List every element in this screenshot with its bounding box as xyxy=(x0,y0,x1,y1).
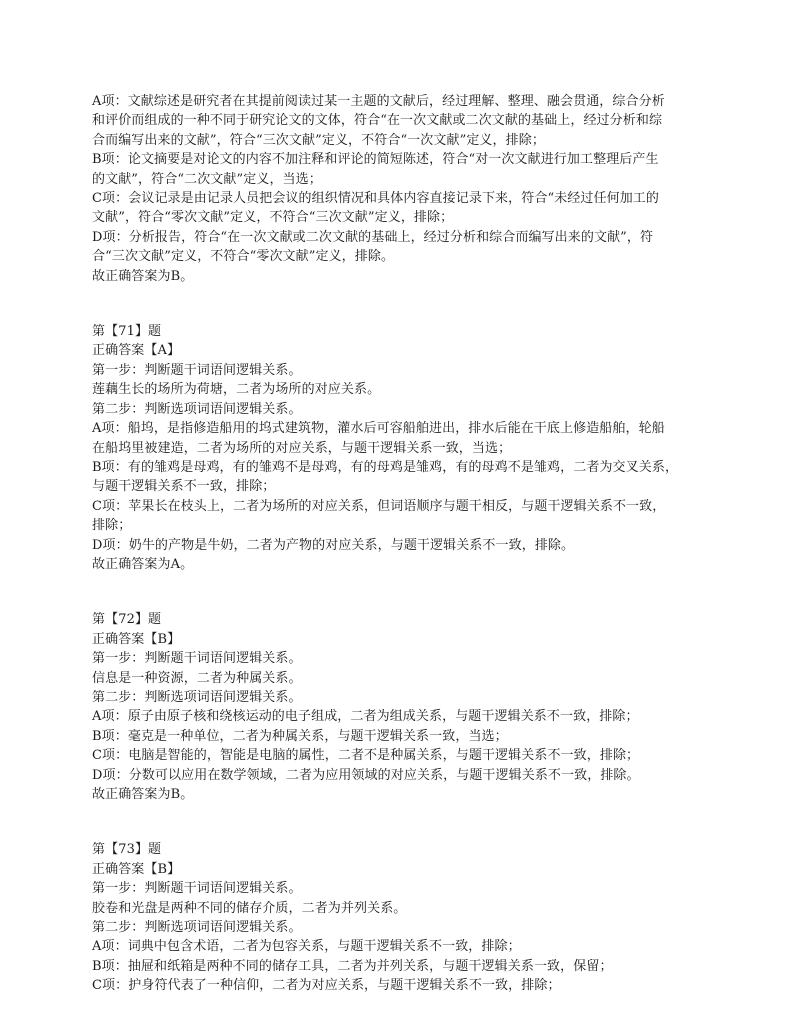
text-line: A项：词典中包含术语，二者为包容关系，与题干逻辑关系不一致，排除； xyxy=(92,939,521,955)
document-page xyxy=(92,92,708,996)
text-line: D项：分数可以应用在数学领域，二者为应用领域的对应关系，与题干逻辑关系不一致，排除。 xyxy=(92,767,640,783)
text-line: A项：文献综述是研究者在其提前阅读过某一主题的文献后，经过理解、整理、融会贯通，综合分析 xyxy=(92,94,665,109)
text-line: C项：护身符代表了一种信仰，二者为对应关系，与题干逻辑关系不一致，排除； xyxy=(92,978,561,994)
conclusion-line: 故正确答案为B。 xyxy=(92,268,194,284)
text-line: 合“三次文献”定义，不符合“零次文献”定义，排除。 xyxy=(92,249,395,265)
conclusion-line: 故正确答案为B。 xyxy=(92,787,194,802)
text-line: C项：苹果长在枝头上，二者为场所的对应关系，但词语顺序与题干相反，与题干逻辑关系不一致， xyxy=(92,498,666,514)
text-line: B项：抽屉和纸箱是两种不同的储存工具，二者为并列关系，与题干逻辑关系一致，保留； xyxy=(92,958,613,974)
text-line: A项：船坞，是指修造船用的坞式建筑物，灌水后可容船舶进出，排水后能在干底上修造船舶，轮船 xyxy=(92,421,665,437)
text-line: B项：毫克是一种单位，二者为种属关系，与题干逻辑关系一致，当选； xyxy=(92,728,508,744)
text-line: 合而编写出来的文献”，符合“三次文献”定义，不符合“一次文献”定义，排除； xyxy=(92,132,545,148)
question-number: 第【72】题 xyxy=(92,612,162,628)
text-line: 第二步：判断选项词语间逻辑关系。 xyxy=(92,401,302,417)
text-line: C项：会议记录是由记录人员把会议的组织情况和具体内容直接记录下来，符合“未经过任何加工的 xyxy=(92,191,659,207)
text-line: 第二步：判断选项词语间逻辑关系。 xyxy=(92,920,302,936)
text-line: A项：原子由原子核和绕核运动的电子组成，二者为组成关系，与题干逻辑关系不一致，排除； xyxy=(92,709,639,725)
correct-answer: 正确答案【B】 xyxy=(92,861,181,877)
text-line: 在船坞里被建造，二者为场所的对应关系，与题干逻辑关系一致，当选； xyxy=(92,440,512,456)
question-72-section xyxy=(92,610,708,804)
text-line: D项：分析报告，符合“在一次文献或二次文献的基础上，经过分析和综合而编写出来的文献”，符 xyxy=(92,229,654,245)
question-71-section xyxy=(92,322,708,574)
correct-answer: 正确答案【A】 xyxy=(92,343,181,359)
text-line: D项：奶牛的产物是牛奶，二者为产物的对应关系，与题干逻辑关系不一致，排除。 xyxy=(92,537,575,553)
text-line: 第一步：判断题干词语间逻辑关系。 xyxy=(92,362,302,378)
text-line: 排除； xyxy=(92,518,132,534)
text-line: 文献”，符合“零次文献”定义，不符合“三次文献”定义，排除； xyxy=(92,210,454,226)
text-line: 和评价而组成的一种不同于研究论文的文体，符合“在一次文献或二次文献的基础上，经过分析和综 xyxy=(92,113,663,129)
text-line: 的文献”，符合“二次文献”定义，当选； xyxy=(92,171,322,187)
question-number: 第【73】题 xyxy=(92,842,162,858)
text-line: 第二步：判断选项词语间逻辑关系。 xyxy=(92,689,302,705)
question-73-section xyxy=(92,840,708,995)
text-line: B项：有的雏鸡是母鸡，有的雏鸡不是母鸡，有的母鸡是雏鸡，有的母鸡不是雏鸡，二者为交叉关系， xyxy=(92,459,679,475)
text-line: 信息是一种资源，二者为种属关系。 xyxy=(92,670,302,686)
previous-answer-explanation xyxy=(92,92,708,286)
text-line: 胶卷和光盘是两种不同的储存介质，二者为并列关系。 xyxy=(92,900,407,916)
conclusion-line: 故正确答案为A。 xyxy=(92,556,194,572)
text-line: 与题干逻辑关系不一致，排除； xyxy=(92,479,276,495)
text-line: 莲藕生长的场所为荷塘，二者为场所的对应关系。 xyxy=(92,382,381,398)
text-line: 第一步：判断题干词语间逻辑关系。 xyxy=(92,881,302,897)
correct-answer: 正确答案【B】 xyxy=(92,631,181,647)
text-line: B项：论文摘要是对论文的内容不加注释和评论的简短陈述，符合“对一次文献进行加工整理后产生 xyxy=(92,152,659,168)
text-line: 第一步：判断题干词语间逻辑关系。 xyxy=(92,651,302,667)
question-number: 第【71】题 xyxy=(92,324,162,340)
text-line: C项：电脑是智能的，智能是电脑的属性，二者不是种属关系，与题干逻辑关系不一致，排除； xyxy=(92,748,640,764)
